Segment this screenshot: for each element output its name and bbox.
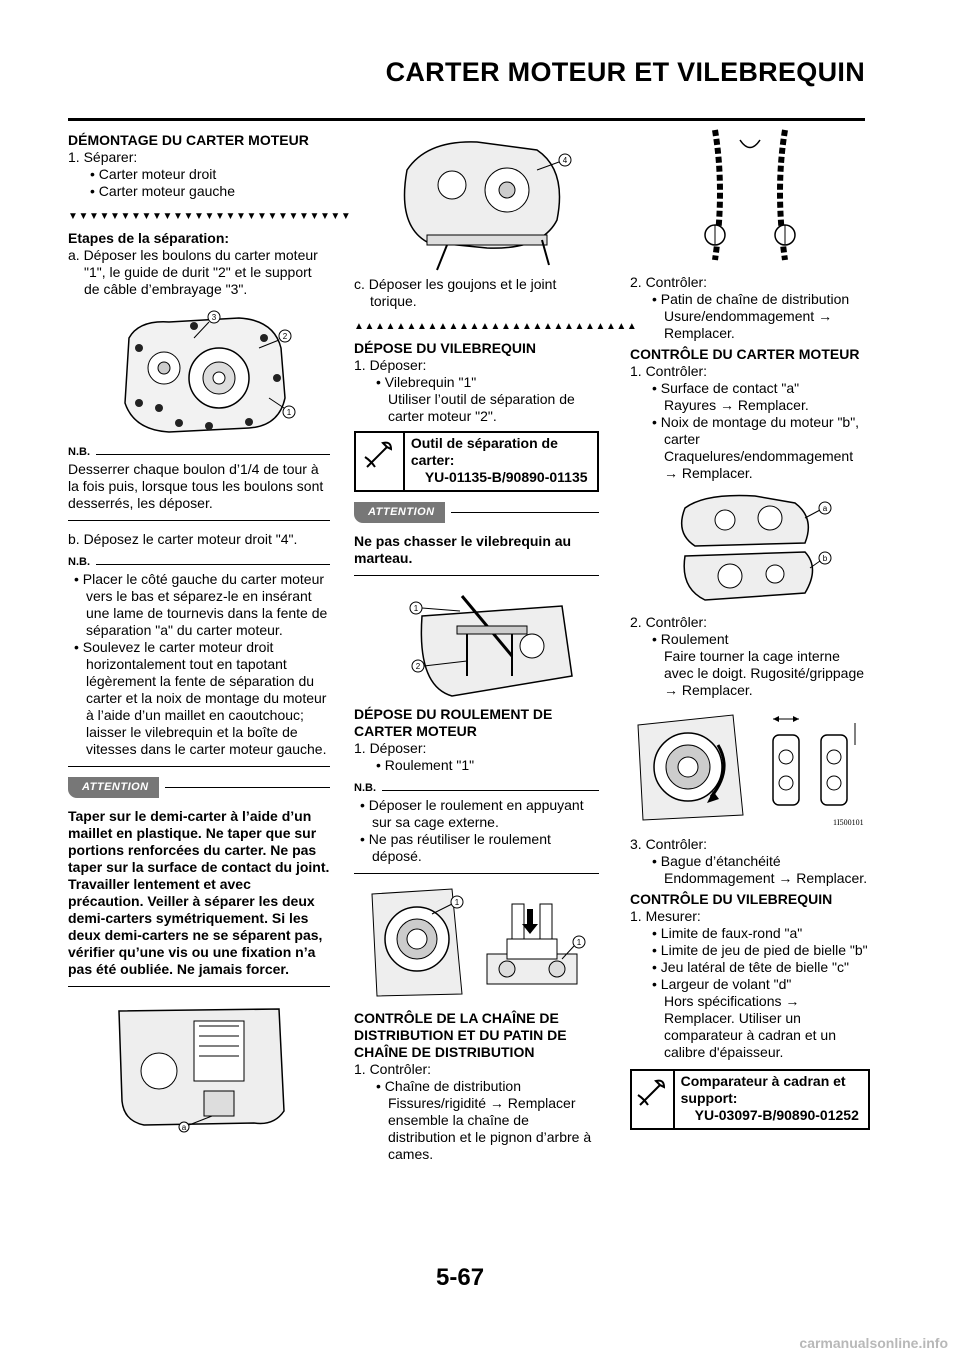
list-item: • Placer le côté gauche du carter moteur vers le bas et séparez-le en insérant une lame de tournevis dans la fente de séparation "a" du carter moteur. — [74, 571, 328, 638]
attention-text: Ne pas chasser le vilebrequin au marteau. — [354, 533, 572, 566]
attention-header: ATTENTION — [354, 502, 599, 523]
bearing-check-figure — [633, 705, 868, 830]
callout-b: b — [822, 554, 828, 563]
attention-end-rule — [68, 986, 330, 987]
tool-icon — [356, 433, 405, 490]
section-heading: DÉPOSE DU ROULEMENT DE CARTER MOTEUR — [354, 706, 553, 739]
section-heading: DÉPOSE DU VILEBREQUIN — [354, 340, 537, 356]
nb-header: N.B. — [68, 444, 330, 461]
triangles-down-divider: ▼▼▼▼▼▼▼▼▼▼▼▼▼▼▼▼▼▼▼▼▼▼▼▼▼▼▼ — [68, 211, 352, 222]
list-item: • Bague d’étanchéité — [652, 853, 781, 869]
section-heading: CONTRÔLE DU VILEBREQUIN — [630, 891, 833, 907]
crankcase-split-figure — [104, 1001, 294, 1131]
list-item: • Déposer le roulement en appuyant sur sa cage externe. — [360, 797, 584, 830]
attention-text: Taper sur le demi-carter à l’aide d’un maillet en plastique. Ne taper que sur portions renforcées du carter. Ne pas taper sur la surface de contact du joint. Travailler lentement et avec précaution. Veiller à séparer les deux demi-carters symétriquement. Si les deux demi-carters ne se séparent pas, vérifier qu’une vis ou une fixation n’a pas été oubliée. Ne jamais forcer. — [68, 808, 330, 977]
crankcase-bolts-figure — [99, 308, 299, 438]
callout-1: 1 — [413, 604, 418, 613]
attention-end-rule — [354, 575, 599, 576]
crankshaft-removal-figure — [372, 586, 582, 706]
step: 1. Mesurer: — [630, 908, 701, 924]
tool-title: Comparateur à cadran et support: — [680, 1073, 846, 1106]
instruction: Faire tourner la cage interne avec le doigt. Rugosité/grippage → Remplacer. — [664, 648, 865, 698]
list-item: • Carter moteur droit — [90, 166, 217, 182]
nb-end-rule — [354, 873, 599, 874]
instruction: Rayures → Remplacer. — [664, 397, 809, 413]
step: 1. Contrôler: — [630, 363, 708, 379]
callout-4: 4 — [562, 156, 567, 165]
instruction: Endommagement → Remplacer. — [664, 870, 868, 886]
figure-code: 1I500101 — [832, 818, 864, 827]
tool-box — [354, 431, 599, 492]
list-item: • Vilebrequin "1" — [376, 374, 477, 390]
tool-icon — [632, 1071, 675, 1128]
list-item: • Roulement — [652, 631, 729, 647]
column-1 — [68, 132, 352, 1132]
step: 1. Déposer: — [354, 357, 427, 373]
tool-title: Outil de séparation de carter: — [410, 435, 558, 468]
footer-watermark: carmanualsonline.info — [799, 1335, 948, 1351]
list-item: • Largeur de volant "d" — [652, 976, 792, 992]
step: 3. Contrôler: — [630, 836, 708, 852]
step-b: b. Déposez le carter moteur droit "4". — [68, 531, 298, 547]
callout-3: 3 — [211, 313, 217, 322]
instruction: Usure/endommagement → Remplacer. — [664, 308, 833, 341]
nb-header: N.B. — [68, 554, 330, 571]
list-item: • Ne pas réutiliser le roulement déposé. — [360, 831, 551, 864]
section-heading: CONTRÔLE DE LA CHAÎNE DE DISTRIBUTION ET DU PATIN DE CHAÎNE DE DISTRIBUTION — [354, 1010, 567, 1060]
list-item: • Limite de faux-rond "a" — [652, 925, 803, 941]
list-item: • Chaîne de distribution — [376, 1078, 521, 1094]
nb-text: Desserrer chaque boulon d’1/4 de tour à la fois puis, lorsque tous les boulons sont desserrés, les déposer. — [68, 461, 324, 511]
callout-1: 1 — [576, 938, 581, 947]
step-a: a. Déposer les boulons du carter moteur "1", le guide de durit "2" et le support de câble d’embrayage "3". — [68, 247, 318, 297]
step: 1. Déposer: — [354, 740, 427, 756]
section-heading: DÉMONTAGE DU CARTER MOTEUR — [68, 132, 309, 148]
callout-a: a — [181, 1123, 187, 1132]
subheading: Etapes de la séparation: — [68, 230, 230, 246]
step-c: c. Déposer les goujons et le joint torique. — [354, 276, 557, 309]
step: 1. Séparer: — [68, 149, 138, 165]
callout-1: 1 — [454, 898, 459, 907]
callout-a: a — [822, 504, 828, 513]
list-item: • Limite de jeu de pied de bielle "b" — [652, 942, 868, 958]
callout-1: 1 — [286, 408, 292, 417]
instruction: Craquelures/endommagement → Remplacer. — [664, 448, 854, 481]
list-item: • Surface de contact "a" — [652, 380, 800, 396]
step: 1. Contrôler: — [354, 1061, 432, 1077]
crankcase-removal-figure — [367, 130, 587, 270]
instruction: Fissures/rigidité → Remplacer ensemble la chaîne de distribution et le pignon d’arbre à cames. — [388, 1095, 592, 1162]
timing-chain-figure — [685, 130, 815, 270]
title-rule — [68, 118, 865, 121]
callout-2: 2 — [415, 662, 420, 671]
tool-part-number: YU-01135-B/90890-01135 — [424, 469, 588, 485]
tool-box — [630, 1069, 870, 1130]
nb-header: N.B. — [354, 780, 599, 797]
list-item: • Carter moteur gauche — [90, 183, 235, 199]
callout-2: 2 — [282, 332, 288, 341]
nb-end-rule — [68, 766, 330, 767]
triangles-up-divider: ▲▲▲▲▲▲▲▲▲▲▲▲▲▲▲▲▲▲▲▲▲▲▲▲▲▲▲ — [354, 321, 638, 332]
crankcase-check-figure — [665, 488, 835, 608]
list-item: • Noix de montage du moteur "b", carter — [652, 414, 860, 447]
nb-end-rule — [68, 520, 330, 521]
instruction: Hors spécifications → Remplacer. Utiliser un comparateur à cadran et un calibre d'épaisseur. — [664, 993, 836, 1060]
list-item: • Patin de chaîne de distribution — [652, 291, 850, 307]
list-item: • Roulement "1" — [376, 757, 475, 773]
column-2 — [354, 130, 638, 1163]
page-number: 5-67 — [436, 1264, 485, 1291]
list-item: • Soulevez le carter moteur droit horizontalement tout en tapotant légèrement la fente de séparation du carter et la noix de montage du moteur à l’aide d’un maillet en caoutchouc; laisser le vilebrequin et la boîte de vitesses dans le carter moteur gauche. — [74, 639, 327, 757]
list-item: • Jeu latéral de tête de bielle "c" — [652, 959, 849, 975]
page-title: CARTER MOTEUR ET VILEBREQUIN — [385, 57, 865, 87]
instruction: Utiliser l’outil de séparation de carter moteur "2". — [388, 391, 575, 424]
section-heading: CONTRÔLE DU CARTER MOTEUR — [630, 346, 860, 362]
step: 2. Contrôler: — [630, 274, 708, 290]
attention-header: ATTENTION — [68, 777, 330, 798]
tool-part-number: YU-03097-B/90890-01252 — [694, 1107, 859, 1123]
bearing-removal-figure — [362, 884, 592, 1002]
column-3 — [630, 130, 870, 1130]
step: 2. Contrôler: — [630, 614, 708, 630]
